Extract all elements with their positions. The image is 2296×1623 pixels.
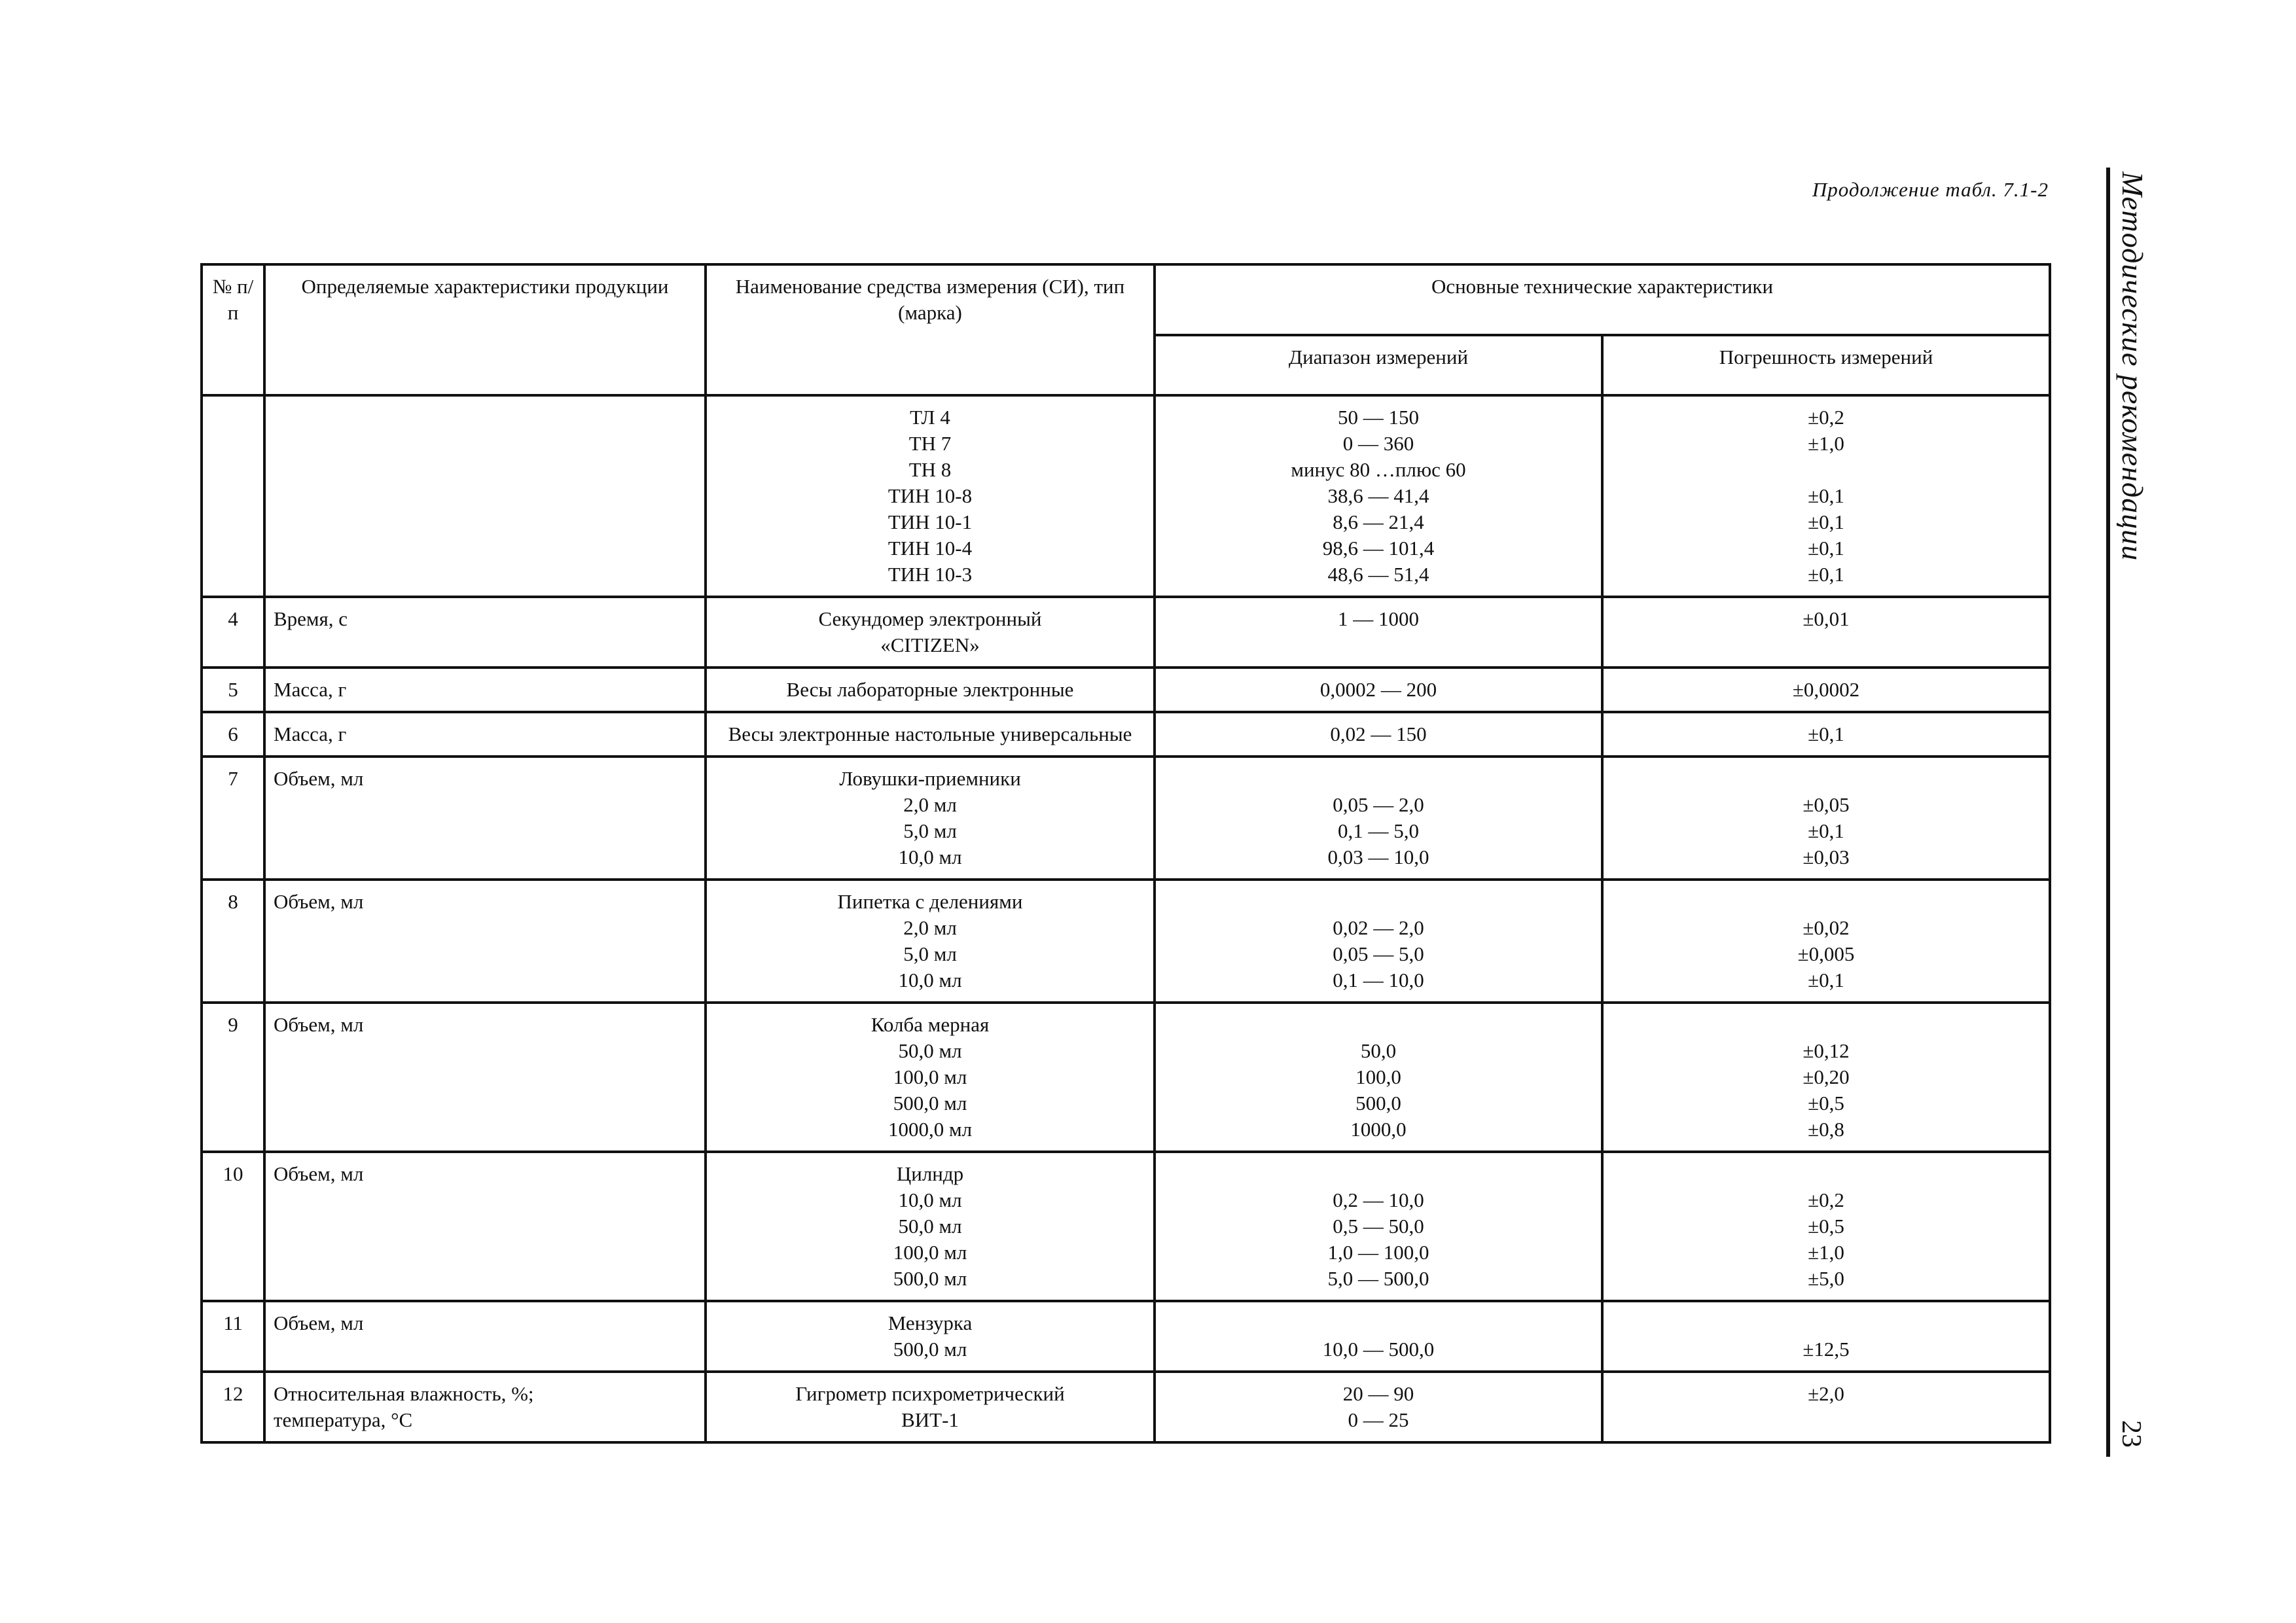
characteristic-cell xyxy=(264,597,706,668)
row-number-cell: 4 xyxy=(202,597,264,668)
instrument-line: 10,0 мл xyxy=(898,969,962,991)
error-line: ±0,1 xyxy=(1808,484,1844,507)
instrument-line: 2,0 мл xyxy=(903,793,957,816)
table-body xyxy=(202,395,2050,1442)
table-row xyxy=(202,757,2050,880)
table-row xyxy=(202,668,2050,712)
range-line: минус 80 …плюс 60 xyxy=(1291,458,1466,481)
header-num: № п/п xyxy=(202,264,264,395)
error-cell xyxy=(1602,757,2050,880)
range-line: 0 — 25 xyxy=(1348,1408,1409,1431)
table-row xyxy=(202,395,2050,597)
sidebar-title: Методические рекомендации xyxy=(2116,171,2149,562)
error-line: ±0,20 xyxy=(1803,1065,1850,1088)
error-line: ±12,5 xyxy=(1803,1338,1850,1361)
error-line: ±0,1 xyxy=(1808,563,1844,586)
characteristic-cell xyxy=(264,712,706,757)
error-line: ±1,0 xyxy=(1808,432,1844,455)
instrument-cell xyxy=(706,1152,1155,1301)
characteristic-line: Объем, мл xyxy=(274,890,364,913)
instrument-line: 10,0 мл xyxy=(898,1188,962,1211)
instrument-line: Ловушки-приемники xyxy=(839,767,1021,790)
range-cell xyxy=(1155,1152,1602,1301)
error-line: ±0,12 xyxy=(1803,1039,1850,1062)
range-line: 10,0 — 500,0 xyxy=(1322,1338,1435,1361)
range-cell xyxy=(1155,597,1602,668)
measurement-instruments-table xyxy=(200,263,2051,1444)
instrument-line: 500,0 мл xyxy=(893,1267,967,1290)
instrument-line: Весы электронные настольные универсальные xyxy=(728,722,1132,745)
instrument-cell xyxy=(706,712,1155,757)
instrument-cell xyxy=(706,395,1155,597)
instrument-line: Секундомер электронный xyxy=(818,607,1042,630)
range-line: 0,1 — 5,0 xyxy=(1338,819,1419,842)
range-cell xyxy=(1155,1372,1602,1442)
error-cell xyxy=(1602,668,2050,712)
range-line: 8,6 — 21,4 xyxy=(1333,510,1424,533)
range-line: 0,5 — 50,0 xyxy=(1333,1215,1424,1238)
error-line: ±0,05 xyxy=(1803,793,1850,816)
row-number-cell: 10 xyxy=(202,1152,264,1301)
characteristic-line: Относительная влажность, %; xyxy=(274,1382,534,1405)
characteristic-line: Объем, мл xyxy=(274,1013,364,1036)
characteristic-line: температура, °С xyxy=(274,1408,413,1431)
instrument-line: 50,0 мл xyxy=(898,1039,962,1062)
instrument-line: ТИН 10-3 xyxy=(888,563,973,586)
table-row xyxy=(202,880,2050,1003)
error-cell xyxy=(1602,880,2050,1003)
range-line: 1,0 — 100,0 xyxy=(1327,1241,1429,1264)
instrument-line: Весы лабораторные электронные xyxy=(786,678,1074,701)
range-line: 0,03 — 10,0 xyxy=(1327,846,1429,868)
page-number: 23 xyxy=(2116,1420,2146,1448)
table-row xyxy=(202,712,2050,757)
error-cell xyxy=(1602,712,2050,757)
range-cell xyxy=(1155,712,1602,757)
header-main-specs: Основные технические характеристики xyxy=(1155,264,2050,335)
error-cell xyxy=(1602,1003,2050,1152)
range-line: 5,0 — 500,0 xyxy=(1327,1267,1429,1290)
range-line: 0,2 — 10,0 xyxy=(1333,1188,1424,1211)
characteristic-line: Объем, мл xyxy=(274,1311,364,1334)
characteristic-line: Масса, г xyxy=(274,678,347,701)
instrument-cell xyxy=(706,1301,1155,1372)
range-cell xyxy=(1155,395,1602,597)
range-line: 0,05 — 5,0 xyxy=(1333,942,1424,965)
range-line: 1 — 1000 xyxy=(1338,607,1419,630)
instrument-line: 500,0 мл xyxy=(893,1338,967,1361)
table-header xyxy=(202,264,2050,395)
error-line: ±0,2 xyxy=(1808,1188,1844,1211)
range-line: 100,0 xyxy=(1355,1065,1401,1088)
range-line: 0,05 — 2,0 xyxy=(1333,793,1424,816)
instrument-line: Цилндр xyxy=(896,1162,964,1185)
header-instrument: Наименование средства измерения (СИ), тип (марка) xyxy=(706,264,1155,395)
row-number-cell xyxy=(202,395,264,597)
range-cell xyxy=(1155,880,1602,1003)
range-line: 0,02 — 150 xyxy=(1330,722,1427,745)
instrument-line: 1000,0 мл xyxy=(888,1118,973,1141)
row-number-cell: 12 xyxy=(202,1372,264,1442)
row-number-cell: 8 xyxy=(202,880,264,1003)
error-line: ±0,0002 xyxy=(1792,678,1860,701)
characteristic-cell xyxy=(264,668,706,712)
error-line: ±0,1 xyxy=(1808,537,1844,560)
instrument-line: ТИН 10-4 xyxy=(888,537,973,560)
row-number-cell: 7 xyxy=(202,757,264,880)
error-line: ±0,5 xyxy=(1808,1092,1844,1115)
error-line xyxy=(1611,1012,2041,1038)
table-row xyxy=(202,1152,2050,1301)
instrument-line: Мензурка xyxy=(888,1311,973,1334)
error-line: ±0,02 xyxy=(1803,916,1850,939)
error-line: ±0,1 xyxy=(1808,819,1844,842)
instrument-line: Колба мерная xyxy=(870,1013,990,1036)
characteristic-cell xyxy=(264,1152,706,1301)
error-line: ±0,01 xyxy=(1803,607,1850,630)
error-line: ±0,005 xyxy=(1797,942,1855,965)
characteristic-cell xyxy=(264,1301,706,1372)
instrument-line: 5,0 мл xyxy=(903,819,957,842)
characteristic-line: Масса, г xyxy=(274,722,347,745)
error-line xyxy=(1611,1161,2041,1187)
table-caption: Продолжение табл. 7.1-2 xyxy=(1812,178,2049,201)
header-row-top xyxy=(202,264,2050,335)
range-line: 50 — 150 xyxy=(1338,406,1419,429)
instrument-line: 2,0 мл xyxy=(903,916,957,939)
header-error: Погрешность измерений xyxy=(1602,335,2050,395)
error-line: ±0,1 xyxy=(1808,969,1844,991)
characteristic-line: Объем, мл xyxy=(274,767,364,790)
error-cell xyxy=(1602,1372,2050,1442)
header-characteristic: Определяемые характеристики продукции xyxy=(264,264,706,395)
error-cell xyxy=(1602,1301,2050,1372)
range-line xyxy=(1164,1310,1593,1336)
characteristic-cell xyxy=(264,757,706,880)
instrument-line: ТИН 10-8 xyxy=(888,484,973,507)
instrument-cell xyxy=(706,597,1155,668)
range-line: 0,0002 — 200 xyxy=(1319,678,1437,701)
instrument-line: ТН 7 xyxy=(908,432,952,455)
error-cell xyxy=(1602,395,2050,597)
error-line: ±0,1 xyxy=(1808,510,1844,533)
error-line: ±5,0 xyxy=(1808,1267,1844,1290)
instrument-line: ТН 8 xyxy=(908,458,952,481)
instrument-line: «CITIZEN» xyxy=(880,633,980,656)
error-line xyxy=(1611,1310,2041,1336)
row-number-cell: 6 xyxy=(202,712,264,757)
row-number-cell: 5 xyxy=(202,668,264,712)
error-line: ±0,1 xyxy=(1808,722,1844,745)
range-line: 20 — 90 xyxy=(1342,1382,1414,1405)
header-range: Диапазон измерений xyxy=(1155,335,1602,395)
characteristic-cell xyxy=(264,395,706,597)
instrument-line: ТЛ 4 xyxy=(910,406,950,429)
range-cell xyxy=(1155,1003,1602,1152)
instrument-cell xyxy=(706,668,1155,712)
range-line: 98,6 — 101,4 xyxy=(1322,537,1435,560)
error-cell xyxy=(1602,597,2050,668)
instrument-line: 100,0 мл xyxy=(893,1241,967,1264)
range-line xyxy=(1164,1012,1593,1038)
range-line: 38,6 — 41,4 xyxy=(1327,484,1429,507)
range-line xyxy=(1164,889,1593,915)
instrument-cell xyxy=(706,1372,1155,1442)
error-line: ±0,03 xyxy=(1803,846,1850,868)
instrument-line: 5,0 мл xyxy=(903,942,957,965)
table-row xyxy=(202,1301,2050,1372)
sidebar-rule xyxy=(2106,168,2110,1457)
error-line: ±0,8 xyxy=(1808,1118,1844,1141)
error-line: ±0,5 xyxy=(1808,1215,1844,1238)
instrument-line: 500,0 мл xyxy=(893,1092,967,1115)
instrument-line: Гигрометр психрометрический xyxy=(795,1382,1065,1405)
range-line: 0 — 360 xyxy=(1342,432,1414,455)
instrument-line: ВИТ-1 xyxy=(901,1408,959,1431)
error-line xyxy=(1611,889,2041,915)
characteristic-line: Объем, мл xyxy=(274,1162,364,1185)
instrument-cell xyxy=(706,757,1155,880)
instrument-line: Пипетка с делениями xyxy=(837,890,1023,913)
error-line: ±1,0 xyxy=(1808,1241,1844,1264)
error-line xyxy=(1611,766,2041,792)
characteristic-cell xyxy=(264,1003,706,1152)
instrument-line: 10,0 мл xyxy=(898,846,962,868)
table-row xyxy=(202,597,2050,668)
error-cell xyxy=(1602,1152,2050,1301)
instrument-line: 100,0 мл xyxy=(893,1065,967,1088)
table-row xyxy=(202,1003,2050,1152)
instrument-line: 50,0 мл xyxy=(898,1215,962,1238)
range-line: 0,02 — 2,0 xyxy=(1333,916,1424,939)
characteristic-line xyxy=(274,404,696,431)
range-cell xyxy=(1155,757,1602,880)
characteristic-cell xyxy=(264,880,706,1003)
characteristic-line: Время, с xyxy=(274,607,348,630)
range-line xyxy=(1164,766,1593,792)
range-line: 48,6 — 51,4 xyxy=(1327,563,1429,586)
instrument-cell xyxy=(706,1003,1155,1152)
range-line: 0,1 — 10,0 xyxy=(1333,969,1424,991)
range-line: 1000,0 xyxy=(1350,1118,1407,1141)
table-row xyxy=(202,1372,2050,1442)
range-line: 500,0 xyxy=(1355,1092,1401,1115)
error-line: ±2,0 xyxy=(1808,1382,1844,1405)
row-number-cell: 9 xyxy=(202,1003,264,1152)
range-line: 50,0 xyxy=(1360,1039,1397,1062)
error-line: ±0,2 xyxy=(1808,406,1844,429)
instrument-line: ТИН 10-1 xyxy=(888,510,973,533)
range-cell xyxy=(1155,668,1602,712)
range-cell xyxy=(1155,1301,1602,1372)
row-number-cell: 11 xyxy=(202,1301,264,1372)
instrument-cell xyxy=(706,880,1155,1003)
characteristic-cell xyxy=(264,1372,706,1442)
range-line xyxy=(1164,1161,1593,1187)
error-line xyxy=(1611,457,2041,483)
